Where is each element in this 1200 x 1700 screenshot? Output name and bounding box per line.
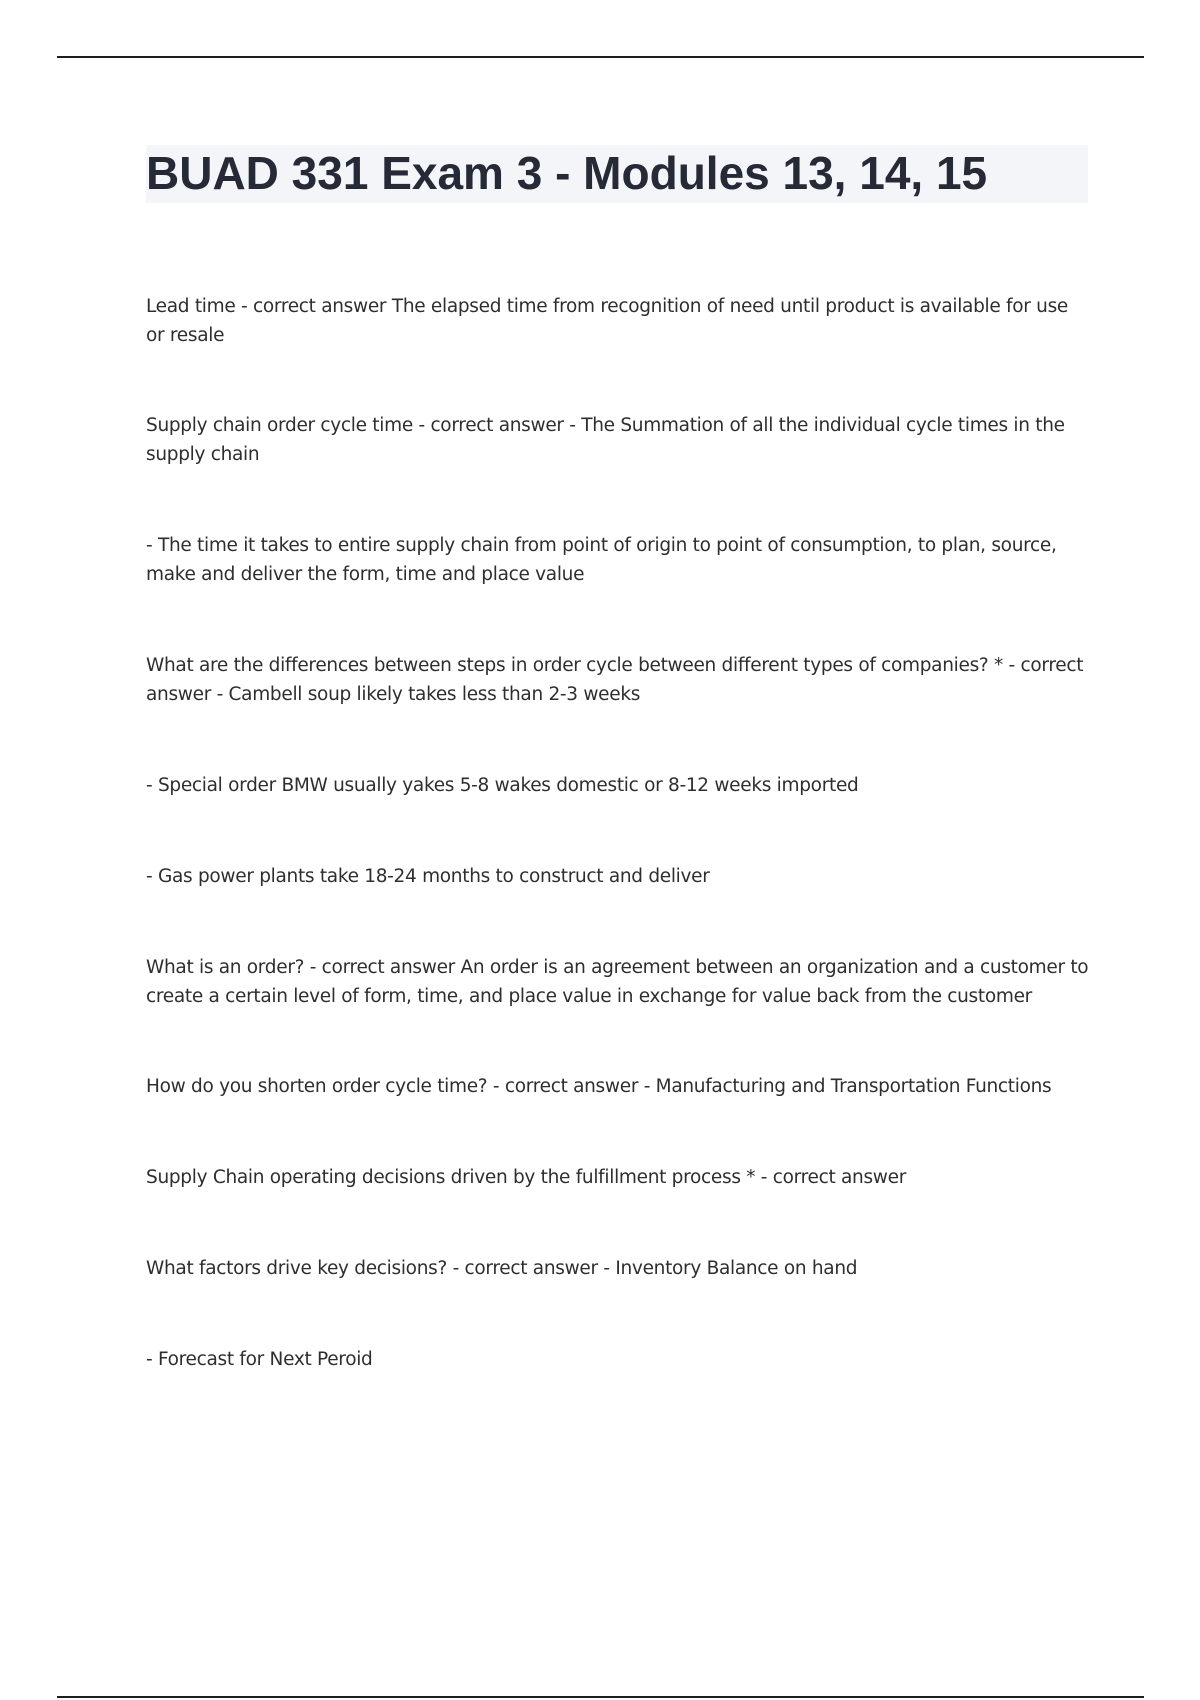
entry-lead-time: Lead time - correct answer The elapsed time from recognition of need until product is available for use or resale <box>146 296 1068 346</box>
page-title: BUAD 331 Exam 3 - Modules 13, 14, 15 <box>146 147 988 199</box>
entry-factors-drive-decisions: What factors drive key decisions? - correct answer - Inventory Balance on hand <box>146 1258 858 1279</box>
entry-gas-power-plants: - Gas power plants take 18-24 months to construct and deliver <box>146 866 710 887</box>
top-rule <box>57 56 1144 58</box>
entry-time-entire-supply-chain: - The time it takes to entire supply chain from point of origin to point of consumption, to plan, source, make and deliver the form, time and place value <box>146 535 1057 585</box>
entry-order-cycle-differences: What are the differences between steps in order cycle between different types of companies? * - correct answer - Cambell soup likely takes less than 2-3 weeks <box>146 655 1084 705</box>
entry-forecast-next-period: - Forecast for Next Peroid <box>146 1349 373 1370</box>
bottom-rule <box>57 1696 1144 1698</box>
entry-operating-decisions: Supply Chain operating decisions driven by the fulfillment process * - correct answer <box>146 1167 907 1188</box>
entry-supply-chain-order-cycle-time: Supply chain order cycle time - correct answer - The Summation of all the individual cycle times in the supply chain <box>146 415 1065 465</box>
entry-what-is-an-order: What is an order? - correct answer An order is an agreement between an organization and a customer to create a certain level of form, time, and place value in exchange for value back from the customer <box>146 957 1089 1007</box>
entry-special-order-bmw: - Special order BMW usually yakes 5-8 wakes domestic or 8-12 weeks imported <box>146 775 859 796</box>
entry-shorten-order-cycle: How do you shorten order cycle time? - correct answer - Manufacturing and Transportation Functions <box>146 1076 1052 1097</box>
